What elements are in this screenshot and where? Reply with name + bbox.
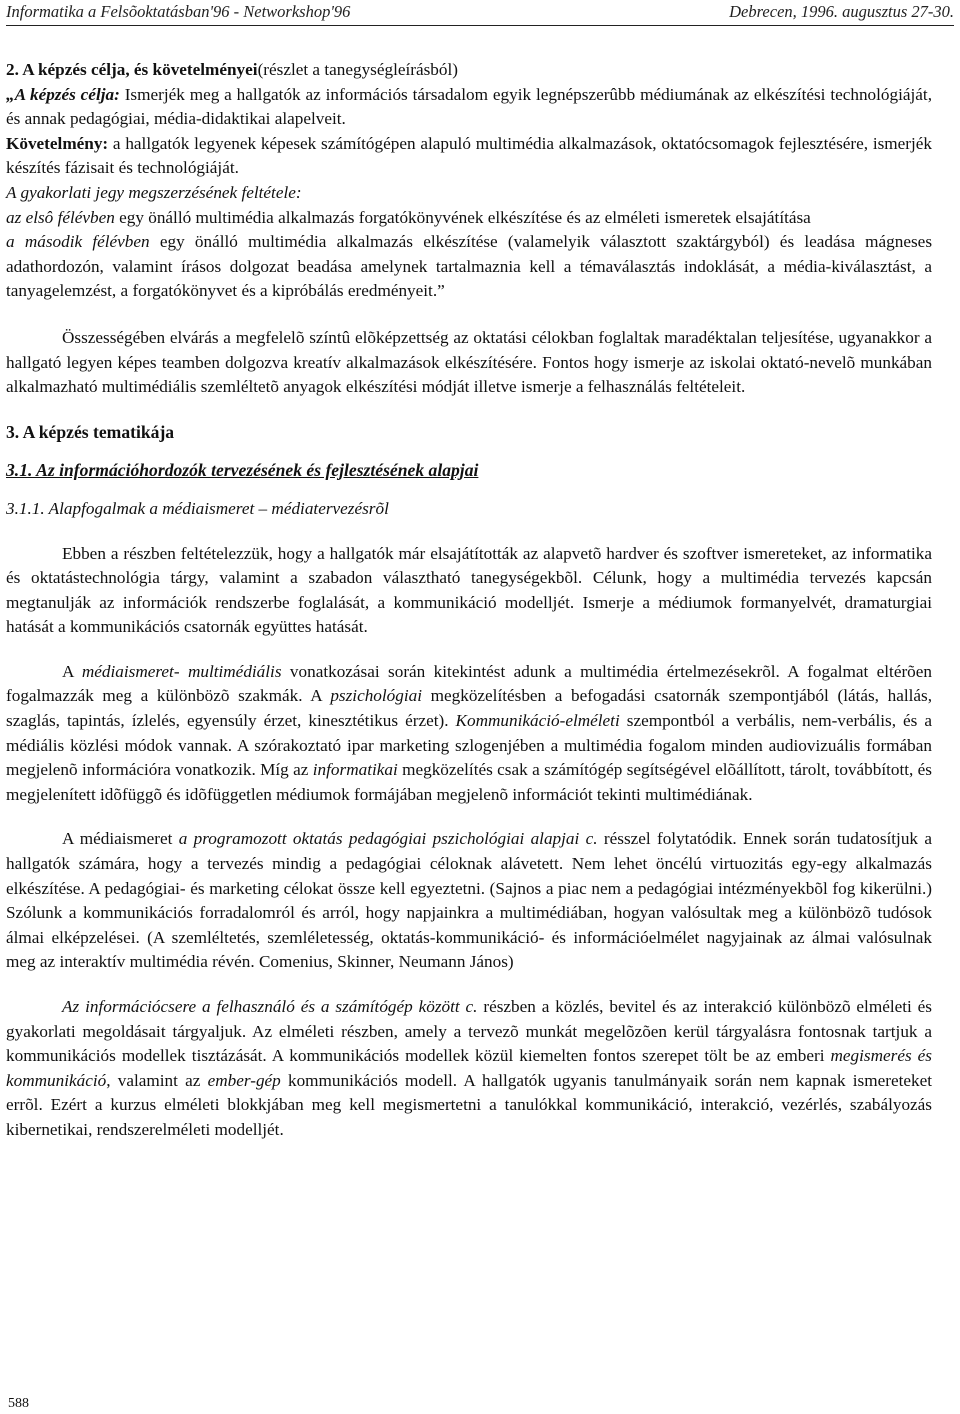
paragraph-basics: Ebben a részben feltételezzük, hogy a hallgatók már elsajátították az alapvetõ hardver és szoftver ismereteket, az informatika és oktatástechnológia tárgy, valamint a szabadon választható tanegységekbõl. Célunk, hogy a multimédia tervezés kapcsán megtanulják az információk rendszerbe foglalását, a kommunikáció modelljét. Ismerje a médiumok formanyelvét, dramaturgiai hatását a kommunikációs csatornák együttes hatását. (6, 543, 932, 637)
header-rule (6, 25, 954, 26)
first-semester-text: egy önálló multimédia alkalmazás forgatókönyvének elkészítése és az elméleti ismeretek elsajátítása (114, 207, 811, 227)
section-2-title-suffix: (részlet a tanegységleírásból) (257, 60, 458, 79)
paragraph-information-exchange: Az információcsere a felhasználó és a számítógép között c. részben a közlés, bevitel és az interakció különbözõ elméleti és gyakorlati megoldásait tárgyaljuk. Az elméleti részben, amely a tervezõ munkát megelõzõen kerül tárgyalásra fontosnak tartjuk a kommunikációs modellek tisztázását. A kommunikációs modellek közül kiemelten fontos szerepet tölt be az emberi megismerés és kommunikáció, valamint az ember-gép kommunikációs modell. A hallgatók ugyanis tanulmányaik során nem kapnak ismereteket errõl. Ezért a kurzus elméleti blokkjában meg kell megismertetni a tanulókkal kommunikáció, interakció, vezérlés, szabályozás kibernetikai, rendszerelméleti modelljét. (6, 997, 932, 1139)
requirement-paragraph (6, 132, 932, 181)
section-2-heading (6, 58, 932, 83)
header-left: Informatika a Felsõoktatásban'96 - Networkshop'96 (6, 2, 351, 21)
section-2-title: 2. A képzés célja, és követelményei (6, 60, 258, 79)
summary-paragraph: Összességében elvárás a megfelelõ színtû elõképzettség az oktatási célokban foglaltak maradéktalan teljesítése, ugyanakkor a hallgató legyen képes teamben dolgozva kreatív alkalmazások elkészítésére. Fontos hogy ismerje az iskolai oktató-nevelõ munkában alkalmazható multimédiális szemléltetõ anyagok elkészítési módját illetve ismerje a felhasználás feltételeit. (6, 327, 932, 397)
requirement-text: a hallgatók legyenek képesek számítógépen alapuló multimédia alkalmazások, oktatócsomagok fejlesztésére, ismerjék készítés fázisait és technológiáját. (6, 133, 932, 178)
document-body (6, 58, 932, 1143)
second-semester-text: egy önálló multimédia alkalmazás elkészítése (valamelyik választott szaktárgyból) és leadása mágneses adathordozón, valamint írásos dolgozat beadása amelynek tartalmaznia kell a témaválasztás indoklását, a média-kiválasztást, a tanyagelemzést, a forgatókönyvet és a kipróbálás eredményeit.” (6, 232, 933, 301)
goal-text: Ismerjék meg a hallgatók az információs társadalom egyik legnépszerûbb médiumának az elkészítési technológiáját, és annak pedagógiai, média-didaktikai alapelveit. (6, 84, 932, 129)
requirement-label: Követelmény: (6, 133, 109, 153)
running-header (6, 0, 954, 22)
second-semester-label: a második félévben (6, 232, 150, 252)
page-number: 588 (8, 1396, 29, 1411)
first-semester-paragraph (6, 206, 932, 231)
paragraph-media-definitions: A médiaismeret- multimédiális vonatkozásai során kitekintést adunk a multimédia értelmezésekrõl. A fogalmat eltérõen fogalmazzák meg a különbözõ szakmák. A pszichológiai megközelítésben a befogadási csatornák szempontjából (látás, hallás, szaglás, tapintás, ízlelés, egyensúly érzet, kinesztétikus érzet). Kommunikáció-elméleti szempontból a verbális, nem-verbális, és a médiális közlési módok vannak. A szórakoztató ipar marketing szlogenjében a multimédia fogalom minden audiovizuális formában megjelenõ információra vonatkozik. Míg az informatikai megközelítés csak a számítógép segítségével elõállított, tárolt, továbbított, és megjelenített idõfüggõ és idõfüggetlen médiumok formájában megjelenõ információt tekinti multimédiának. (6, 661, 933, 804)
second-semester-paragraph (6, 230, 932, 304)
section-3-title: 3. A képzés tematikája (6, 421, 175, 442)
section-3-1-title: 3.1. Az információhordozók tervezésének és fejlesztésének alapjai (6, 460, 479, 481)
goal-label: „A képzés célja: (6, 84, 120, 104)
first-semester-label: az elsô félévben (6, 207, 115, 227)
header-right: Debrecen, 1996. augusztus 27-30. (729, 2, 954, 21)
section-3-1-1-title: 3.1.1. Alapfogalmak a médiaismeret – médiatervezésrõl (6, 498, 389, 518)
paragraph-programmed-instruction: A médiaismeret a programozott oktatás pedagógiai pszichológiai alapjai c. résszel folytatódik. Ennek során tudatosítjuk a hallgatók számára, hogy a tervezés mindig a pedagógiai céloknak alávetett. Nem lehet öncélú virtuozitás egy-egy alkalmazás elkészítése. A pedagógiai- és marketing célokat össze kell egyeztetni. (Sajnos a piac nem a pedagógiai intézményekbõl fog kikerülni.) Szólunk a kommunikációs forradalomról és arról, hogy napjainkra a multimédiában, hogyan valósultak meg a különbözõ tudósok álmai elképzelései. (A szemléltetés, szemléletesség, oktatás-kommunikáció- és információelmélet nagyjainak az álmai valósulnak meg az interaktív multimédia révén. Comenius, Skinner, Neumann János) (6, 829, 932, 972)
practical-grade-title: A gyakorlati jegy megszerzésének feltétele: (6, 182, 302, 202)
goal-paragraph (6, 83, 932, 132)
